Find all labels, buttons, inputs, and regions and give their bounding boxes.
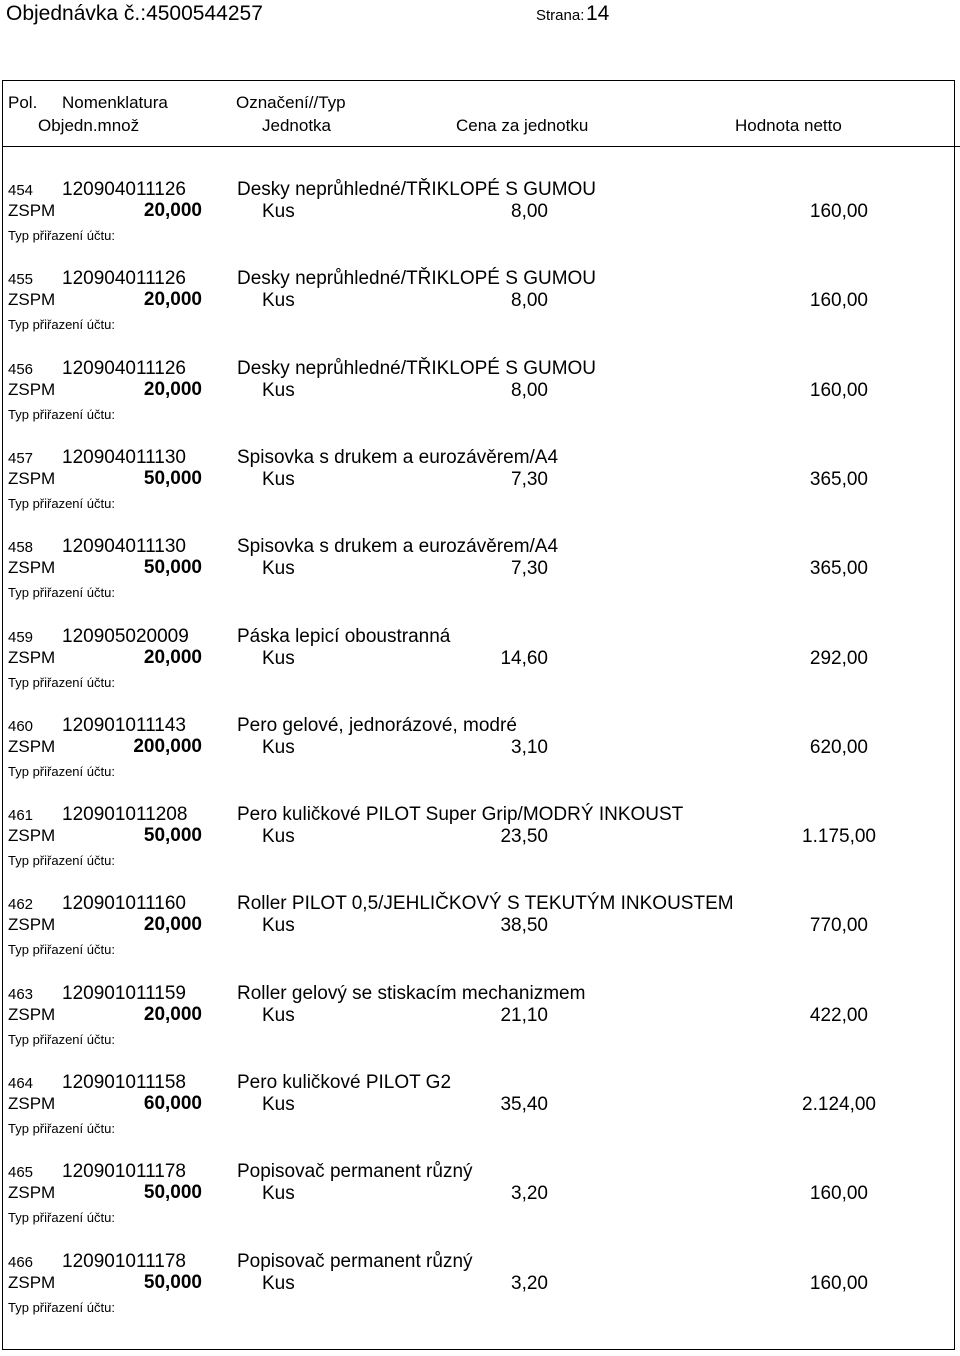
item-position: 457 — [8, 449, 34, 467]
col-header-oznaceni: Označení//Typ — [236, 93, 346, 112]
item-total: 365,00 — [809, 468, 868, 490]
item-position: 464 — [8, 1075, 34, 1092]
item-nomenklatura: 120901011208 — [62, 804, 188, 826]
item-row — [0, 804, 960, 892]
item-nomenklatura: 120901011159 — [62, 982, 186, 1004]
item-description: Popisovač permanent různý — [237, 1161, 473, 1183]
item-row — [0, 268, 960, 356]
item-description: Desky neprůhledné/TŘIKLOPÉ S GUMOU — [237, 268, 597, 290]
item-unit: Kus — [262, 468, 295, 490]
item-nomenklatura: 120904011130 — [62, 536, 186, 558]
item-unit: Kus — [262, 647, 295, 669]
col-header-pos: Pol. — [8, 93, 38, 112]
item-price: 8,00 — [511, 379, 548, 401]
item-price: 3,20 — [511, 1272, 548, 1294]
item-total: 770,00 — [809, 915, 868, 937]
item-description: Páska lepicí oboustranná — [237, 625, 451, 647]
item-unit: Kus — [262, 915, 295, 937]
item-row — [0, 447, 960, 535]
item-nomenklatura: 120904011130 — [62, 446, 186, 468]
col-header-hodnota: Hodnota netto — [735, 116, 842, 135]
item-type: ZSPM — [8, 558, 56, 578]
item-nomenklatura: 120904011126 — [62, 268, 186, 290]
item-position: 462 — [8, 896, 34, 914]
item-price: 38,50 — [500, 915, 548, 937]
item-price: 3,20 — [511, 1183, 548, 1205]
item-nomenklatura: 120904011126 — [62, 357, 186, 379]
item-quantity: 50,000 — [143, 557, 202, 579]
item-quantity: 50,000 — [143, 1182, 202, 1204]
item-account-label: Typ přiřazení účtu: — [8, 942, 115, 958]
item-unit: Kus — [262, 1004, 295, 1026]
order-title: Objednávka č.:4500544257 — [6, 2, 263, 25]
item-description: Pero gelové, jednorázové, modré — [237, 714, 517, 736]
item-position: 458 — [8, 539, 34, 557]
item-description: Pero kuličkové PILOT Super Grip/MODRÝ INKOUST — [237, 804, 684, 826]
item-quantity: 50,000 — [143, 1271, 202, 1293]
item-total: 160,00 — [809, 1272, 868, 1294]
item-row — [0, 1251, 960, 1339]
item-account-label: Typ přiřazení účtu: — [8, 1299, 115, 1315]
item-price: 7,30 — [511, 558, 548, 580]
item-total: 160,00 — [809, 379, 868, 401]
item-unit: Kus — [262, 736, 295, 758]
item-position: 466 — [8, 1253, 34, 1271]
item-row — [0, 1161, 960, 1249]
item-quantity: 20,000 — [143, 914, 202, 936]
item-row — [0, 179, 960, 267]
item-type: ZSPM — [8, 201, 56, 220]
col-header-cena: Cena za jednotku — [456, 116, 589, 135]
page-label: Strana: — [536, 7, 585, 24]
item-total: 292,00 — [809, 647, 868, 669]
item-quantity: 20,000 — [143, 378, 202, 400]
item-price: 21,10 — [500, 1004, 548, 1026]
item-unit: Kus — [262, 290, 295, 312]
item-nomenklatura: 120904011126 — [62, 179, 186, 200]
item-quantity: 200,000 — [133, 735, 202, 757]
item-row — [0, 536, 960, 624]
item-account-label: Typ přiřazení účtu: — [8, 495, 115, 511]
item-position: 454 — [8, 182, 34, 199]
item-row — [0, 358, 960, 446]
item-quantity: 20,000 — [143, 200, 202, 221]
item-row — [0, 626, 960, 714]
item-type: ZSPM — [8, 736, 56, 756]
item-total: 620,00 — [809, 736, 868, 758]
item-account-label: Typ přiřazení účtu: — [8, 763, 115, 779]
item-quantity: 50,000 — [143, 467, 202, 489]
item-position: 460 — [8, 717, 34, 735]
item-price: 7,30 — [511, 468, 548, 490]
item-position: 461 — [8, 807, 34, 825]
item-unit: Kus — [262, 558, 295, 580]
item-total: 160,00 — [809, 201, 868, 222]
item-total: 1.175,00 — [802, 826, 876, 848]
item-type: ZSPM — [8, 468, 56, 488]
item-type: ZSPM — [8, 1094, 56, 1113]
item-nomenklatura: 120905020009 — [62, 625, 189, 647]
item-description: Roller gelový se stiskacím mechanizmem — [237, 982, 586, 1004]
item-type: ZSPM — [8, 915, 56, 935]
item-unit: Kus — [262, 1272, 295, 1294]
item-price: 8,00 — [511, 290, 548, 312]
item-row — [0, 715, 960, 803]
item-price: 8,00 — [511, 201, 548, 222]
item-price: 23,50 — [500, 826, 548, 848]
item-unit: Kus — [262, 1183, 295, 1205]
item-description: Pero kuličkové PILOT G2 — [237, 1072, 452, 1093]
col-header-jednotka: Jednotka — [262, 116, 331, 135]
item-quantity: 50,000 — [143, 825, 202, 847]
item-account-label: Typ přiřazení účtu: — [8, 674, 115, 690]
item-position: 463 — [8, 985, 34, 1003]
item-total: 2.124,00 — [802, 1094, 876, 1115]
item-account-label: Typ přiřazení účtu: — [8, 1031, 115, 1047]
item-nomenklatura: 120901011178 — [62, 1250, 186, 1272]
item-unit: Kus — [262, 1094, 295, 1115]
item-account-label: Typ přiřazení účtu: — [8, 1210, 115, 1226]
item-nomenklatura: 120901011158 — [62, 1072, 186, 1093]
item-description: Popisovač permanent různý — [237, 1250, 473, 1272]
item-description: Spisovka s drukem a eurozávěrem/A4 — [237, 446, 559, 468]
item-type: ZSPM — [8, 290, 56, 310]
item-account-label: Typ přiřazení účtu: — [8, 317, 115, 333]
item-position: 456 — [8, 360, 34, 378]
item-position: 455 — [8, 271, 34, 289]
item-price: 14,60 — [500, 647, 548, 669]
page-number: 14 — [586, 2, 610, 25]
header-separator — [2, 146, 960, 147]
item-description: Spisovka s drukem a eurozávěrem/A4 — [237, 536, 559, 558]
item-quantity: 60,000 — [143, 1093, 202, 1114]
item-unit: Kus — [262, 379, 295, 401]
item-nomenklatura: 120901011143 — [62, 714, 186, 736]
item-type: ZSPM — [8, 1183, 56, 1203]
item-total: 422,00 — [809, 1004, 868, 1026]
item-unit: Kus — [262, 201, 295, 222]
item-row — [0, 1072, 960, 1160]
item-description: Roller PILOT 0,5/JEHLIČKOVÝ S TEKUTÝM INKOUSTEM — [237, 893, 734, 915]
item-type: ZSPM — [8, 379, 56, 399]
item-quantity: 20,000 — [143, 646, 202, 668]
item-account-label: Typ přiřazení účtu: — [8, 853, 115, 869]
item-quantity: 20,000 — [143, 289, 202, 311]
item-type: ZSPM — [8, 647, 56, 667]
item-type: ZSPM — [8, 1004, 56, 1024]
item-quantity: 20,000 — [143, 1003, 202, 1025]
item-row — [0, 983, 960, 1071]
col-header-objedn-mnoz: Objedn.množ — [38, 116, 140, 135]
item-total: 365,00 — [809, 558, 868, 580]
item-account-label: Typ přiřazení účtu: — [8, 585, 115, 601]
item-price: 3,10 — [511, 736, 548, 758]
item-price: 35,40 — [500, 1094, 548, 1115]
item-account-label: Typ přiřazení účtu: — [8, 406, 115, 422]
item-position: 465 — [8, 1164, 34, 1182]
item-type: ZSPM — [8, 1272, 56, 1292]
item-total: 160,00 — [809, 1183, 868, 1205]
item-position: 459 — [8, 628, 34, 646]
item-description: Desky neprůhledné/TŘIKLOPÉ S GUMOU — [237, 179, 597, 200]
item-nomenklatura: 120901011160 — [62, 893, 186, 915]
item-unit: Kus — [262, 826, 295, 848]
col-header-nomenklatura: Nomenklatura — [62, 93, 168, 112]
item-nomenklatura: 120901011178 — [62, 1161, 186, 1183]
item-account-label: Typ přiřazení účtu: — [8, 1121, 115, 1136]
item-row — [0, 893, 960, 981]
item-total: 160,00 — [809, 290, 868, 312]
item-description: Desky neprůhledné/TŘIKLOPÉ S GUMOU — [237, 357, 597, 379]
item-account-label: Typ přiřazení účtu: — [8, 228, 115, 243]
item-type: ZSPM — [8, 826, 56, 846]
